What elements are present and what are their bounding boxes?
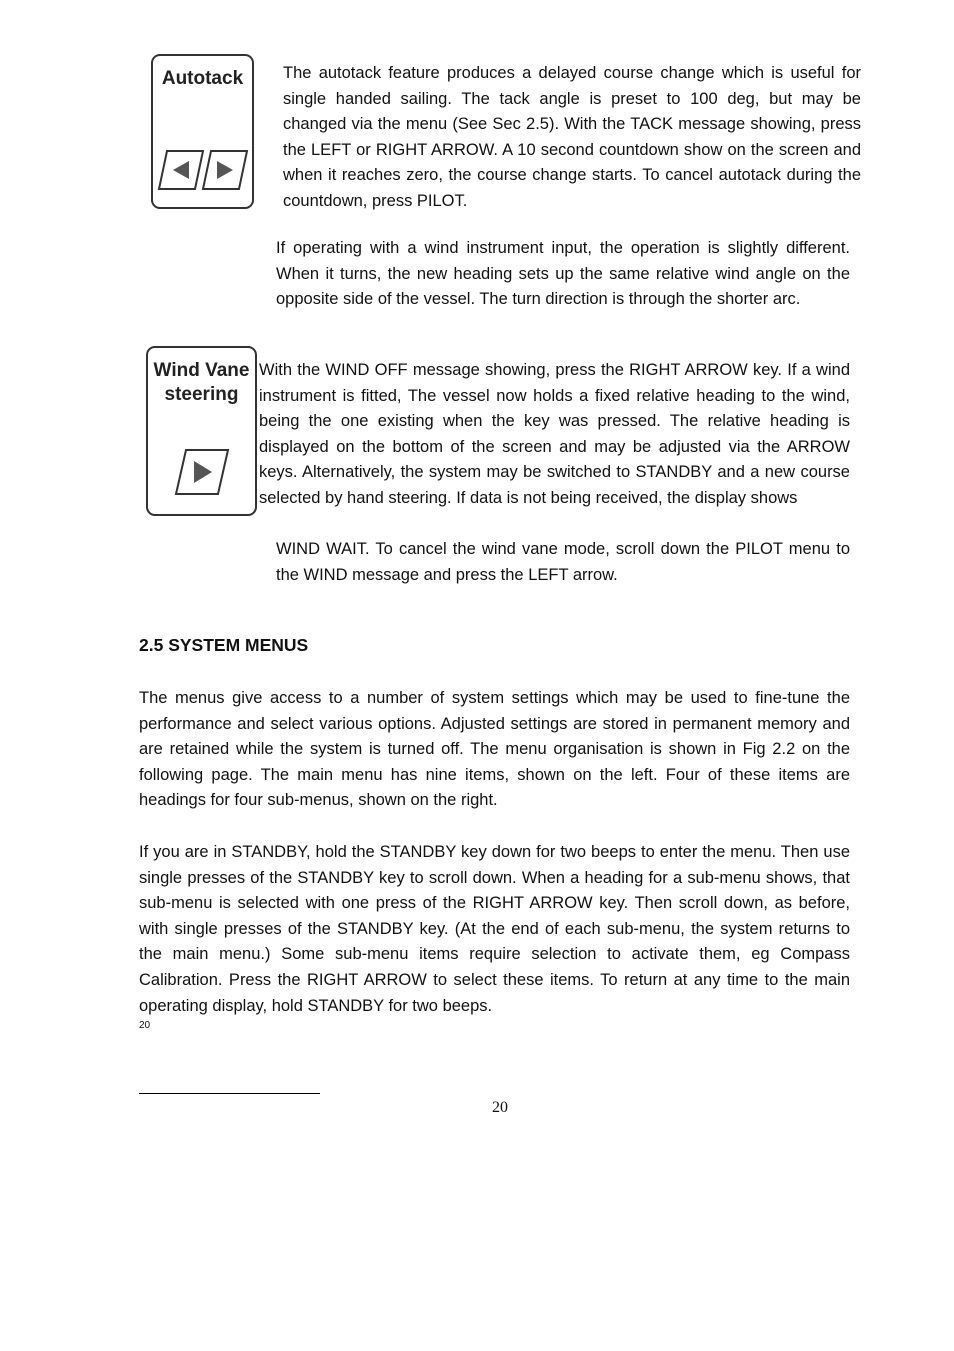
system-menus-paragraph-1: The menus give access to a number of system settings which may be used to fine-tune the performance and select various options. Adjusted settings are stored in permanent memory and are retained while the system is turned off. The menu organisation is shown in Fig 2.2 on the following page. The main menu has nine items, shown on the left. Four of these items are headings for four sub-menus, shown on the right. xyxy=(139,689,850,810)
autotack-key xyxy=(151,54,254,209)
right-arrow-icon xyxy=(201,149,249,191)
page-number: 20 xyxy=(492,1099,508,1116)
autotack-paragraph: The autotack feature produces a delayed course change which is useful for single handed sailing. The tack angle is preset to 100 deg, but may be changed via the menu (See Sec 2.5). With the TACK message showing, press the LEFT or RIGHT ARROW. A 10 second countdown show on the screen and when it reaches zero, the course change starts. To cancel autotack during the countdown, press PILOT. xyxy=(283,64,861,210)
wind-input-paragraph: If operating with a wind instrument input, the operation is slightly different. When it turns, the new heading sets up the same relative wind angle on the opposite side of the vessel. The turn direction is through the shorter arc. xyxy=(276,239,850,309)
wind-vane-key xyxy=(146,346,257,516)
left-arrow-icon xyxy=(157,149,205,191)
section-heading: 2.5 SYSTEM MENUS xyxy=(139,635,309,655)
wind-vane-paragraph: With the WIND OFF message showing, press the RIGHT ARROW key. If a wind instrument is fitted, The vessel now holds a fixed relative heading to the wind, being the one existing when the key was pressed. The relative heading is displayed on the bottom of the screen and may be adjusted via the ARROW keys. Alternatively, the system may be switched to STANDBY and a new course selected by hand steering. If data is not being received, the display shows xyxy=(259,361,850,507)
wind-vane-key-label-2: steering xyxy=(164,384,239,405)
wind-vane-key-label-1: Wind Vane xyxy=(153,360,250,381)
right-arrow-icon xyxy=(174,448,230,496)
system-menus-paragraph-2: If you are in STANDBY, hold the STANDBY key down for two beeps to enter the menu. Then use single presses of the STANDBY key to scroll down. When a heading for a sub-menu shows, that sub-menu is selected with one press of the RIGHT ARROW key. Then scroll down, as before, with single presses of the STANDBY key. (At the end of each sub-menu, the system returns to the main menu.) Some sub-menu items require selection to activate them, eg Compass Calibration. Press the RIGHT ARROW to select these items. To return at any time to the main operating display, hold STANDBY for two beeps. xyxy=(139,843,850,1015)
wind-vane-paragraph-continued: WIND WAIT. To cancel the wind vane mode, scroll down the PILOT menu to the WIND message and press the LEFT arrow. xyxy=(276,540,850,584)
footnote-mark: 20 xyxy=(139,1020,151,1031)
autotack-key-label: Autotack xyxy=(161,68,244,89)
footnote-rule xyxy=(139,1093,320,1094)
